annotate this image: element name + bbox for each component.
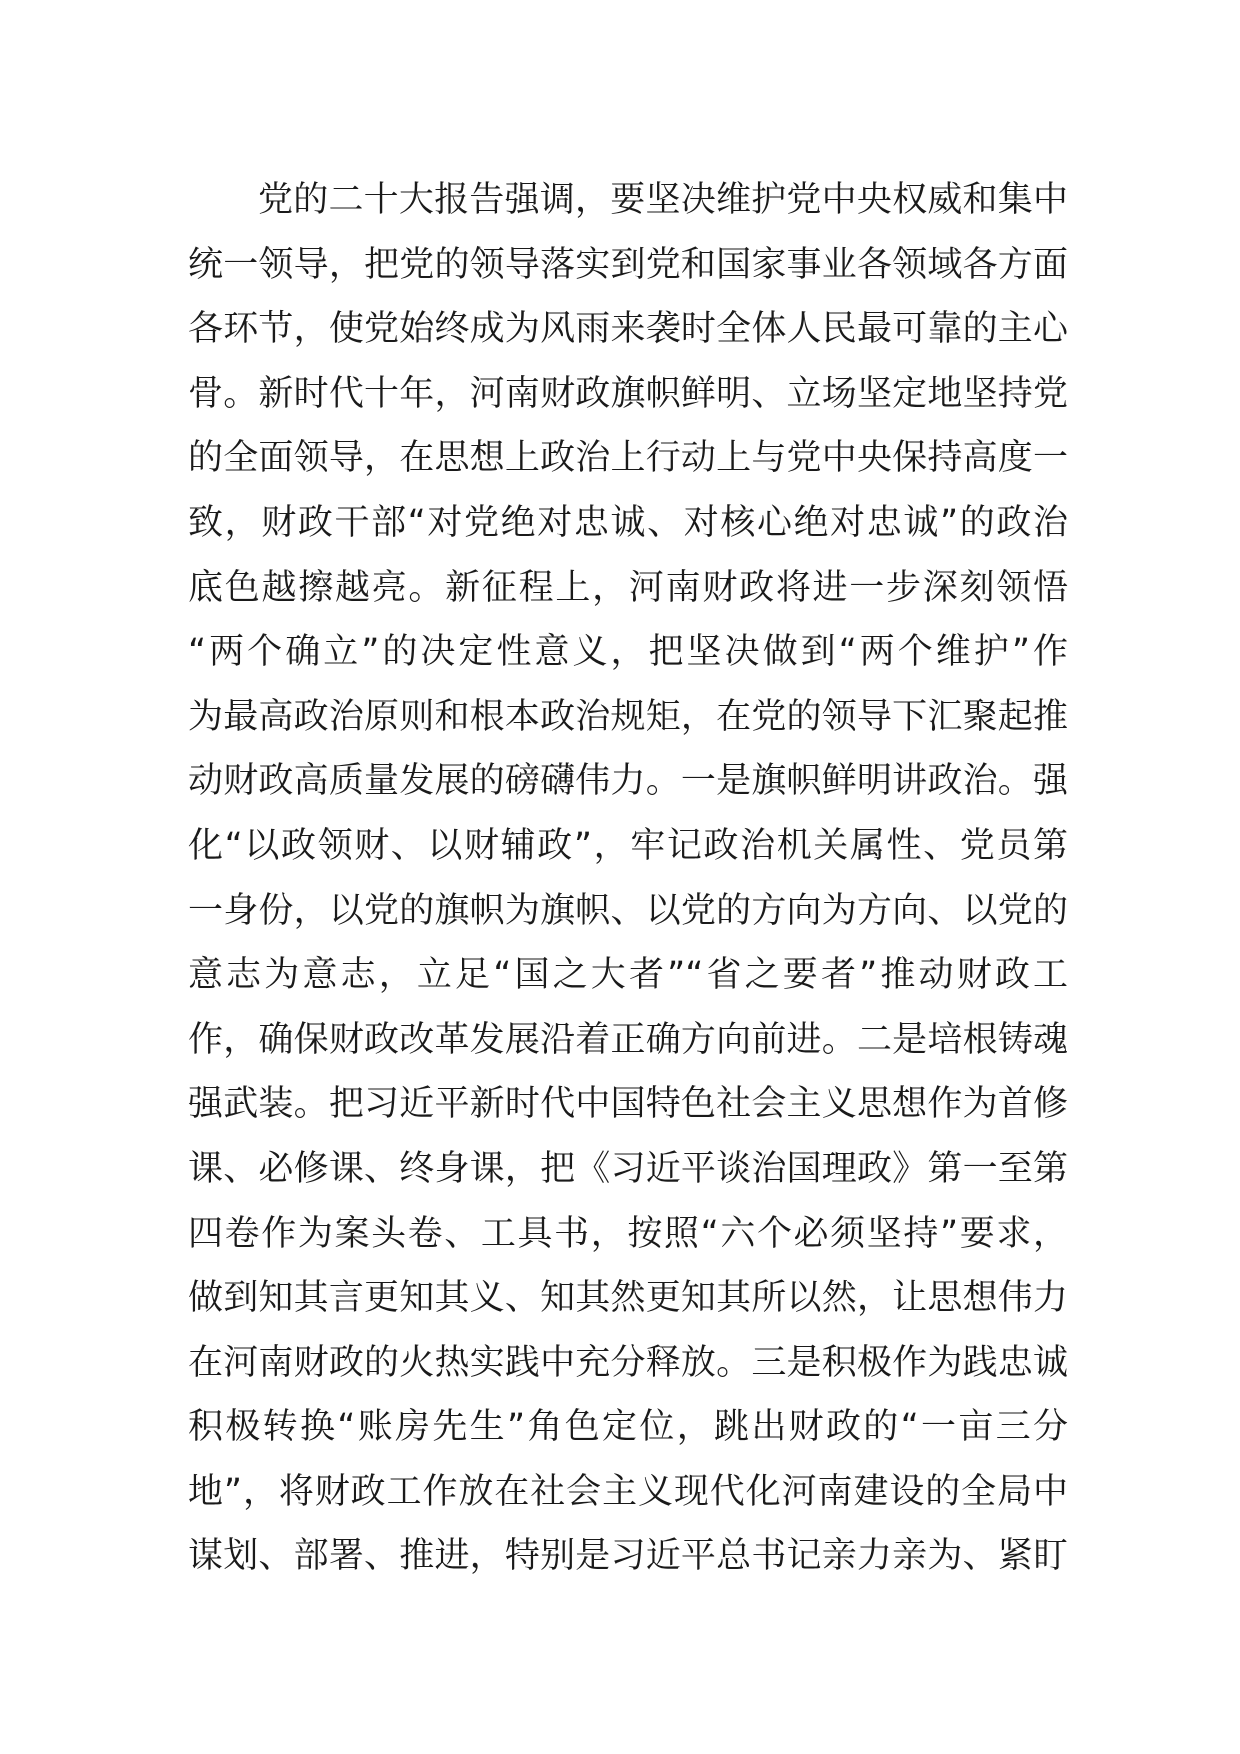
paragraph-line: 作，确保财政改革发展沿着正确方向前进。二是培根铸魂 (188, 1019, 1068, 1060)
paragraph-line: 致，财政干部“对党绝对忠诚、对核心绝对忠诚”的政治 (188, 502, 1068, 543)
paragraph-line: 强武装。把习近平新时代中国特色社会主义思想作为首修 (188, 1084, 1068, 1125)
paragraph-line: 动财政高质量发展的磅礴伟力。一是旗帜鲜明讲政治。强 (188, 761, 1068, 802)
paragraph-line: 的全面领导，在思想上政治上行动上与党中央保持高度一 (188, 438, 1068, 479)
paragraph-line: 骨。新时代十年，河南财政旗帜鲜明、立场坚定地坚持党 (188, 373, 1068, 414)
paragraph-line: 一身份，以党的旗帜为旗帜、以党的方向为方向、以党的 (188, 890, 1068, 931)
paragraph-line: 为最高政治原则和根本政治规矩，在党的领导下汇聚起推 (188, 696, 1068, 737)
paragraph-line: 积极转换“账房先生”角色定位，跳出财政的“一亩三分 (188, 1407, 1068, 1448)
paragraph-line: 统一领导，把党的领导落实到党和国家事业各领域各方面 (188, 244, 1068, 285)
paragraph-line: 四卷作为案头卷、工具书，按照“六个必须坚持”要求， (188, 1213, 1068, 1254)
paragraph-line: 谋划、部署、推进，特别是习近平总书记亲力亲为、紧盯 (188, 1536, 1068, 1577)
paragraph-line: 各环节，使党始终成为风雨来袭时全体人民最可靠的主心 (188, 309, 1068, 350)
paragraph-line: 意志为意志，立足“国之大者”“省之要者”推动财政工 (188, 955, 1068, 996)
paragraph-line: 地”，将财政工作放在社会主义现代化河南建设的全局中 (188, 1471, 1068, 1512)
paragraph-line: 在河南财政的火热实践中充分释放。三是积极作为践忠诚 (188, 1342, 1068, 1383)
paragraph-line: 党的二十大报告强调，要坚决维护党中央权威和集中 (258, 180, 1068, 220)
paragraph-line: 做到知其言更知其义、知其然更知其所以然，让思想伟力 (188, 1278, 1068, 1319)
paragraph-line: 底色越擦越亮。新征程上，河南财政将进一步深刻领悟 (188, 567, 1068, 608)
paragraph-line: 化“以政领财、以财辅政”，牢记政治机关属性、党员第 (188, 825, 1068, 866)
paragraph-line: “两个确立”的决定性意义，把坚决做到“两个维护”作 (188, 632, 1068, 673)
body-paragraph (188, 168, 1068, 1589)
paragraph-line: 课、必修课、终身课，把《习近平谈治国理政》第一至第 (188, 1148, 1068, 1189)
